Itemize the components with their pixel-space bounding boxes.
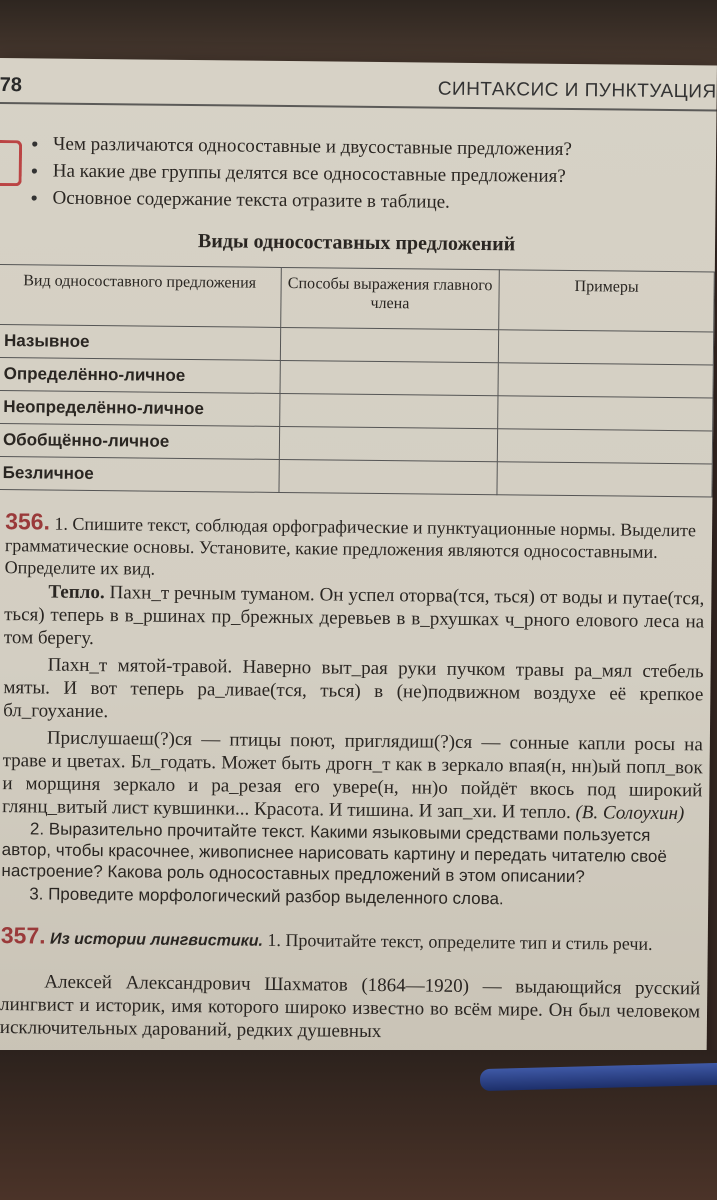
section-title: СИНТАКСИС И ПУНКТУАЦИЯ (437, 78, 717, 103)
text-paragraph: Прислушаеш(?)ся — птицы поют, приглядиш(?)ся — сонные капли росы на траве и цветах. Бл_годать. Может быть дрогн_т как в зеркало впая(н, нн)ый попл_вок и морщиня зеркало и ра_резая его увере(н, нн)о пойдёт вкось под широкий глянц_витый лист кувшинки... Красота. И тишина. И зап_хи. И тепло. (В. Солоухин) (2, 727, 703, 825)
subtask: 3. Проведите морфологический разбор выделенного слова. (29, 884, 504, 909)
empty-cell (497, 429, 712, 464)
text-paragraph: Пахн_т мятой-травой. Наверно выт_рая руки пучком травы ра_мял стебель мяты. И вот теперь ра_ливае(тся, ться) в (не)подвижном воздухе её крепкое бл_гоухание. (3, 654, 704, 723)
empty-cell (498, 396, 713, 431)
empty-cell (498, 363, 713, 398)
question-marker-icon (0, 140, 22, 186)
row-label: Определённо-личное (0, 357, 280, 393)
bold-word: Тепло. (48, 581, 105, 604)
empty-cell (498, 330, 713, 365)
empty-cell (280, 327, 498, 362)
text-paragraph: Алексей Александрович Шахматов (1864—1920) — выдающийся русский лингвист и историк, имя которого широко известно во всём мире. Он был человеком исключительных дарований, редких душевных (0, 971, 701, 1043)
question-item: ● Чем различаются односоставные и двусоставные предложения? (31, 130, 711, 164)
author: (В. Солоухин) (575, 802, 685, 825)
table-header-examples: Примеры (499, 270, 715, 332)
question-item: ● Основное содержание текста отразите в таблице. (30, 184, 710, 218)
empty-cell (497, 462, 712, 497)
exercise-357-task (1, 924, 701, 957)
empty-cell (280, 393, 498, 428)
row-label: Неопределённо-личное (0, 390, 280, 426)
empty-cell (279, 426, 497, 461)
table-title: Виды односоставных предложений (197, 230, 516, 256)
row-label: Назывное (0, 324, 281, 360)
row-label: Безличное (0, 456, 279, 492)
exercise-task: 1. Спишите текст, соблюдая орфографические и пунктуационные нормы. Выделите грамматические основы. Установите, какие предложения являются односоставными. Определите их вид. (4, 513, 697, 579)
exercise-356-text (2, 580, 704, 829)
exercise-number: 356. (5, 508, 51, 535)
page-number: 78 (0, 73, 23, 97)
exercise-number: 357. (0, 922, 46, 949)
exercise-356-task (5, 510, 706, 585)
questions-list (30, 130, 711, 218)
table-row (0, 456, 712, 496)
page-header (0, 72, 717, 112)
question-item: ● На какие две группы делятся все односоставные предложения? (31, 157, 711, 191)
sentence-types-table (0, 264, 715, 497)
table-header-type: Вид односоставного предложения (0, 264, 281, 327)
row-label: Обобщённо-личное (0, 423, 280, 459)
text-paragraph: Тепло. Пахн_т речным туманом. Он успел оторва(тся, ться) от воды и путае(тся, ться) теперь в в_ршинах пр_брежных деревьев в в_рхушках ч_рного елового леса на том берегу. (3, 581, 705, 650)
exercise-356-subtasks (1, 818, 702, 913)
exercise-heading: Из истории лингвистики. (49, 930, 264, 950)
empty-cell (280, 360, 498, 395)
subtask: 2. Выразительно прочитайте текст. Какими языковыми средствами пользуется автор, чтобы красочнее, живописнее нарисовать картину и передать читателю своё настроение? Какова роль односоставных предложений в этом описании? (1, 819, 667, 887)
exercise-357-text (0, 970, 700, 1050)
table-header-means: Способы выражения главного члена (281, 267, 500, 329)
exercise-task: 1. Прочитайте текст, определите тип и стиль речи. (262, 929, 653, 954)
textbook-page (0, 58, 717, 1065)
empty-cell (279, 459, 497, 494)
